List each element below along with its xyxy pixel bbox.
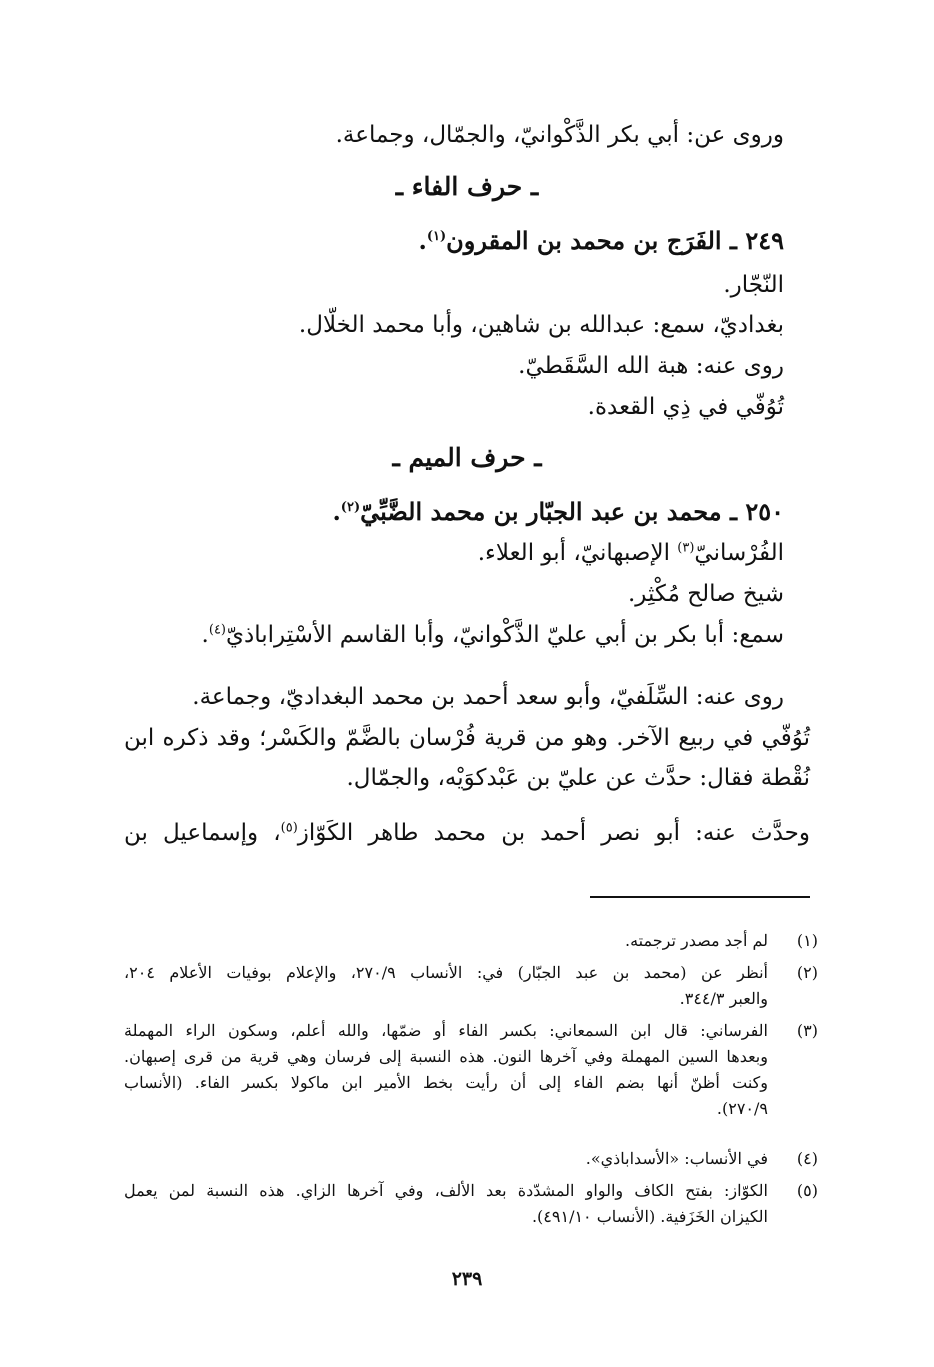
footnote-ref: (٢): [340, 500, 361, 515]
footnote-text: [124, 1178, 768, 1230]
text-line: نُقْطة فقال: حدَّث عن عليّ بن عَبْدكوَيْه، والجمّال.: [346, 765, 810, 791]
footnote-line: ٢٧٠/٩).: [716, 1099, 768, 1118]
footnote-line: أنظر عن (محمد بن عبد الجبّار) في: الأنساب ٢٧٠/٩، والإعلام بوفيات الأعلام ٢٠٤،: [124, 963, 768, 982]
footnote-line: لم أجد مصدر ترجمته.: [625, 931, 768, 950]
footnote-5: [124, 1178, 818, 1230]
footnote-ref: (١): [426, 229, 447, 244]
footnote-number: (١): [796, 931, 818, 950]
footnote-line: الكوّاز: بفتح الكاف والواو المشدّدة بعد الألف، وفي آخرها الزاي. هذه النسبة لمن يعمل: [124, 1181, 768, 1200]
text-line: روى عنه: السِّلَفيّ، وأبو سعد أحمد بن محمد البغداديّ، وجماعة.: [192, 684, 784, 710]
entry-title-end: .: [332, 497, 341, 526]
footnote-number: (٣): [796, 1021, 818, 1040]
footnote-ref: (٣): [677, 540, 695, 556]
footnote-line: والعبر ٣٤٤/٣.: [679, 989, 768, 1008]
text-line: [124, 618, 784, 652]
text-line: شيخ صالح مُكْثِر.: [627, 581, 784, 607]
text-span: وحدَّث عنه: أبو نصر أحمد بن محمد طاهر الكَوّاز: [297, 820, 810, 846]
footnote-1: [124, 928, 818, 954]
footnote-divider: [590, 896, 810, 898]
text-line: [124, 536, 784, 570]
footnote-line: الفرساني: قال ابن السمعاني: بكسر الفاء أو ضمّها، والله أعلم، وسكون الراء المهملة: [124, 1021, 768, 1040]
footnote-line: الكيزان الخَزَفية. (الأنساب ٤٩١/١٠).: [531, 1207, 768, 1226]
footnote-number: (٤): [796, 1149, 818, 1168]
text-line: روى عنه: هبة الله السَّقَطيّ.: [518, 353, 784, 379]
text-span: سمع: أبا بكر بن أبي عليّ الذَّكْوانيّ، وأبا القاسم الأسْتِراباذيّ: [226, 622, 784, 648]
footnote-ref: (٤): [208, 622, 226, 638]
text-span: الإصبهانيّ، أبو العلاء.: [477, 540, 678, 566]
text-line: تُوُفّي في ذِي القعدة.: [587, 394, 784, 420]
text-span: .: [201, 622, 209, 648]
text-line: وروى عن: أبي بكر الذَّكْوانيّ، والجمّال، وجماعة.: [335, 122, 784, 148]
text-line: بغداديّ، سمع: عبدالله بن شاهين، وأبا محمد الخلّال.: [298, 312, 784, 338]
footnote-3: [124, 1018, 818, 1122]
entry-250-title: [124, 495, 784, 529]
footnote-line: وكنت أظنّ أنها بضم الفاء إلى أن رأيت بخط الأمير ابن ماكولا بكسر الفاء. (الأنساب: [124, 1073, 768, 1092]
text-span: ، وإسماعيل بن: [124, 820, 281, 846]
footnote-4: [124, 1146, 818, 1172]
footnote-ref: (٥): [280, 820, 298, 836]
text-line: [124, 816, 810, 850]
text-span: الفُرْسانيّ: [694, 540, 784, 566]
footnote-number: (٢): [796, 963, 818, 982]
text-line: تُوُفّي في ربيع الآخر. وهو من قرية فُرْسان بالضَّمّ والكَسْر؛ وقد ذكره ابن: [124, 725, 810, 751]
entry-249-title: [124, 224, 784, 258]
text-line: النّجّار.: [723, 272, 784, 298]
footnote-2: [124, 960, 818, 1012]
page-number: ٢٣٩: [451, 1268, 483, 1290]
footnote-line: في الأنساب: «الأسداباذي».: [585, 1149, 768, 1168]
entry-title-end: .: [418, 226, 427, 255]
footnote-number: (٥): [796, 1181, 818, 1200]
footnote-text: [124, 1146, 768, 1172]
section-heading-fa: ـ حرف الفاء ـ: [395, 172, 539, 201]
footnote-line: وبعدها السين المهملة وفي آخرها النون. هذه النسبة إلى فرسان وهي قرية من قرى إصبهان.: [124, 1047, 768, 1066]
entry-title-text: ٢٤٩ ـ الفَرَج بن محمد بن المقرون: [446, 226, 784, 255]
footnote-text: [124, 1018, 768, 1122]
footnote-text: [124, 928, 768, 954]
section-heading-mim: ـ حرف الميم ـ: [392, 443, 542, 472]
footnote-text: [124, 960, 768, 1012]
entry-title-text: ٢٥٠ ـ محمد بن عبد الجبّار بن محمد الضَّبِّيّ: [360, 497, 784, 526]
